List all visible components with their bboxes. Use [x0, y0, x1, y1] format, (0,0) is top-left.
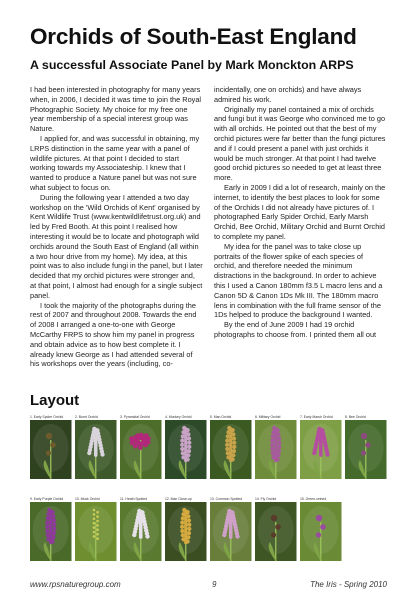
orchid-photo-thumbnail — [120, 497, 162, 561]
orchid-photo — [75, 420, 117, 479]
orchid-photo — [210, 420, 252, 479]
article-paragraph: I took the majority of the photographs during the rest of 2007 and throughout 2008. Towards the end of 2008 I arranged a one-to-one with George McCarthy FRPS to show him my panel in progress and obtain advice as to how best complete it. I already knew George as I had attended several of his workshops over the years (including, co-incidentally, one on orchids) and have always admired his work. — [30, 85, 362, 369]
orchid-photo — [165, 420, 207, 479]
thumbnail-caption: 15. Green-veined — [300, 497, 327, 501]
orchid-floret — [46, 433, 52, 439]
article-paragraph: Early in 2009 I did a lot of research, mainly on the internet, to identify the best places to look for some of the Orchids I did not already have pictures of. I photographed Early Spider Orchid, Early Marsh Orchid, Bee Orchid, Military Orchid and Burnt Orchid to complete my panel. — [214, 182, 386, 241]
orchid-floret — [132, 533, 136, 537]
orchid-floret — [46, 450, 51, 455]
orchid-floret — [45, 529, 49, 533]
orchid-photo — [210, 502, 252, 561]
orchid-floret — [187, 445, 191, 449]
footer-website: www.rpsnaturegroup.com — [30, 580, 121, 589]
footer-page-number: 9 — [212, 580, 217, 589]
orchid-floret — [52, 531, 56, 535]
orchid-floret — [93, 522, 96, 525]
orchid-floret — [52, 527, 56, 531]
orchid-floret — [145, 534, 149, 538]
orchid-floret — [180, 439, 184, 443]
orchid-floret — [87, 451, 91, 455]
article-body — [30, 85, 387, 377]
orchid-floret — [184, 541, 187, 544]
thumbnail-caption: 14. Fly Orchid — [255, 497, 277, 501]
orchid-floret — [235, 534, 239, 538]
orchid-floret — [96, 520, 99, 523]
thumbnail-caption: 3. Pyramidal Orchid — [120, 415, 150, 419]
orchid-floret — [94, 453, 98, 457]
orchid-floret — [319, 453, 323, 457]
orchid-floret — [93, 526, 96, 529]
orchid-floret — [222, 533, 226, 537]
orchid-stem — [95, 522, 96, 561]
orchid-floret — [96, 533, 99, 536]
orchid-floret — [232, 436, 236, 440]
orchid-photo-thumbnail — [165, 415, 207, 479]
orchid-floret — [187, 518, 191, 522]
orchid-floret — [270, 439, 274, 443]
orchid-photo — [165, 502, 207, 561]
orchid-photo-thumbnail — [255, 415, 297, 479]
orchid-floret — [277, 445, 281, 449]
article-subtitle: A successful Associate Panel by Mark Monckton ARPS — [30, 58, 354, 72]
orchid-floret — [187, 449, 191, 453]
article-paragraph: During the following year I attended a two day workshop on the 'Wild Orchids of Kent' organised by Kent Wildlife Trust (www.kentwildlifetrust.org.uk) and led by Fred Booth. At this point I realised how interesting it would be to locate and photograph wild orchids around the South East of England (all within a two hour drive from my home). My idea, at this point was to also include fungi in the panel, but I later decided that my orchid pictures were stronger and, at that point, I almost had enough for a single subject panel. — [30, 192, 203, 300]
orchid-floret — [316, 515, 322, 521]
orchid-photo — [300, 502, 342, 561]
orchid-floret — [100, 452, 104, 456]
orchid-photo — [255, 502, 297, 561]
thumbnail-caption: 2. Burnt Orchid — [75, 415, 98, 419]
thumbnail-caption: 1. Early Spider Orchid — [30, 415, 64, 419]
orchid-floret — [187, 531, 191, 535]
orchid-photo — [30, 502, 72, 561]
orchid-floret — [132, 438, 137, 443]
orchid-photo — [120, 502, 162, 561]
orchid-floret — [93, 518, 96, 521]
orchid-floret — [270, 443, 274, 447]
orchid-floret — [143, 438, 148, 443]
orchid-floret — [325, 452, 329, 456]
orchid-floret — [187, 436, 191, 440]
orchid-photo-thumbnail — [30, 415, 72, 479]
orchid-floret — [277, 441, 281, 445]
orchid-photo-thumbnail — [255, 497, 297, 561]
thumbnail-caption: 7. Early Marsh Orchid — [300, 415, 333, 419]
thumbnail-caption: 8. Bee Orchid — [345, 415, 366, 419]
orchid-floret — [96, 515, 99, 518]
orchid-floret — [232, 449, 236, 453]
orchid-floret — [277, 436, 281, 440]
orchid-floret — [320, 524, 326, 530]
thumbnail-row-2 — [30, 497, 345, 561]
article-paragraph: My idea for the panel was to take close up portraits of the flower spike of each species of orchid, and therefore needed the minimum distractions in the background. In order to achieve this I used a Canon 180mm f3.5 L macro lens and a Canon 5D & Canon 1Ds Mk III. The 180mm macro lens in combination with the full frame sensor of the 1Ds helped to produce the background I wanted. — [214, 241, 383, 320]
orchid-floret — [271, 532, 276, 537]
orchid-floret — [361, 433, 367, 439]
orchid-floret — [225, 447, 229, 451]
orchid-floret — [52, 518, 56, 522]
orchid-floret — [180, 529, 184, 533]
orchid-floret — [93, 535, 96, 538]
layout-heading: Layout — [30, 392, 80, 409]
thumbnail-caption: 9. Early Purple Orchid — [30, 497, 64, 501]
orchid-floret — [93, 513, 96, 516]
thumbnail-caption: 12. Man Close-up — [165, 497, 192, 501]
thumbnail-caption: 13. Common Spotted — [210, 497, 243, 501]
orchid-floret — [361, 450, 366, 455]
orchid-photo-thumbnail — [75, 497, 117, 561]
orchid-floret — [316, 532, 321, 537]
orchid-floret — [50, 442, 56, 448]
orchid-photo-thumbnail — [210, 497, 252, 561]
orchid-floret — [232, 441, 236, 445]
orchid-photo-thumbnail — [30, 497, 72, 561]
orchid-floret — [271, 515, 277, 521]
orchid-floret — [187, 523, 191, 527]
thumbnail-caption: 10. Musk Orchid — [75, 497, 100, 501]
orchid-photo-thumbnail — [345, 415, 387, 479]
thumbnail-caption: 4. Monkey Orchid — [165, 415, 192, 419]
orchid-floret — [96, 511, 99, 514]
orchid-floret — [275, 524, 281, 530]
orchid-floret — [96, 537, 99, 540]
orchid-photo — [30, 420, 72, 479]
orchid-floret — [136, 436, 141, 441]
orchid-floret — [96, 529, 99, 532]
orchid-floret — [93, 531, 96, 534]
orchid-photo — [345, 420, 387, 479]
orchid-floret — [180, 521, 184, 525]
thumbnail-caption: 5. Man Orchid — [210, 415, 232, 419]
orchid-floret — [96, 524, 99, 527]
article-paragraph: By the end of June 2009 I had 19 orchid photographs to choose from. I printed them all out — [214, 320, 377, 339]
orchid-floret — [138, 445, 143, 450]
orchid-floret — [144, 433, 149, 438]
orchid-floret — [180, 443, 184, 447]
orchid-photo-thumbnail — [300, 415, 342, 479]
orchid-floret — [229, 535, 233, 539]
orchid-photo-thumbnail — [75, 415, 117, 479]
article-paragraph: I had been interested in photography for many years when, in 2006, I decided it was time to join the Royal Photographic Society. My choice for my free one year membership of a special interest group was Nature. — [30, 85, 202, 134]
orchid-floret — [93, 509, 96, 512]
thumbnail-caption: 11. Heath Spotted — [120, 497, 148, 501]
orchid-floret — [229, 459, 232, 462]
orchid-photo-thumbnail — [120, 415, 162, 479]
orchid-floret — [52, 523, 56, 527]
orchid-floret — [365, 442, 371, 448]
orchid-floret — [277, 449, 281, 453]
orchid-floret — [232, 445, 236, 449]
orchid-floret — [187, 527, 191, 531]
orchid-floret — [180, 525, 184, 529]
orchid-floret — [270, 447, 274, 451]
orchid-floret — [45, 525, 49, 529]
orchid-floret — [184, 459, 187, 462]
orchid-photo — [75, 502, 117, 561]
orchid-floret — [225, 439, 229, 443]
thumbnail-caption: 6. Military Orchid — [255, 415, 281, 419]
orchid-floret — [274, 459, 277, 462]
orchid-floret — [312, 451, 316, 455]
orchid-photo-thumbnail — [210, 415, 252, 479]
orchid-photo-thumbnail — [300, 497, 342, 561]
article-paragraph: I applied for, and was successful in obtaining, my LRPS distinction in the same year with a panel of wildlife pictures. At that point I decided to start working towards my Associateship. I knew that I wanted to produce a Nature panel but was not sure what subject to focus on. — [30, 133, 200, 192]
orchid-floret — [49, 541, 52, 544]
orchid-photo — [300, 420, 342, 479]
orchid-floret — [225, 443, 229, 447]
orchid-floret — [180, 447, 184, 451]
page-title: Orchids of South-East England — [30, 24, 357, 49]
thumbnail-row-1 — [30, 415, 390, 479]
article-paragraph: Originally my panel contained a mix of orchids and fungi but it was George who convinced me to go with all orchids. He pointed out that the best of my orchid pictures were far better than the fungi pictures and if I could present a panel with just orchids it would be much stronger. At that point I had twelve good orchid pictures so needed to get at least three more. — [214, 104, 386, 183]
orchid-floret — [139, 535, 143, 539]
orchid-floret — [45, 521, 49, 525]
orchid-photo — [255, 420, 297, 479]
orchid-photo-thumbnail — [165, 497, 207, 561]
orchid-floret — [133, 444, 138, 449]
orchid-photo — [120, 420, 162, 479]
orchid-floret — [187, 441, 191, 445]
footer-issue: The Iris - Spring 2010 — [310, 580, 387, 589]
